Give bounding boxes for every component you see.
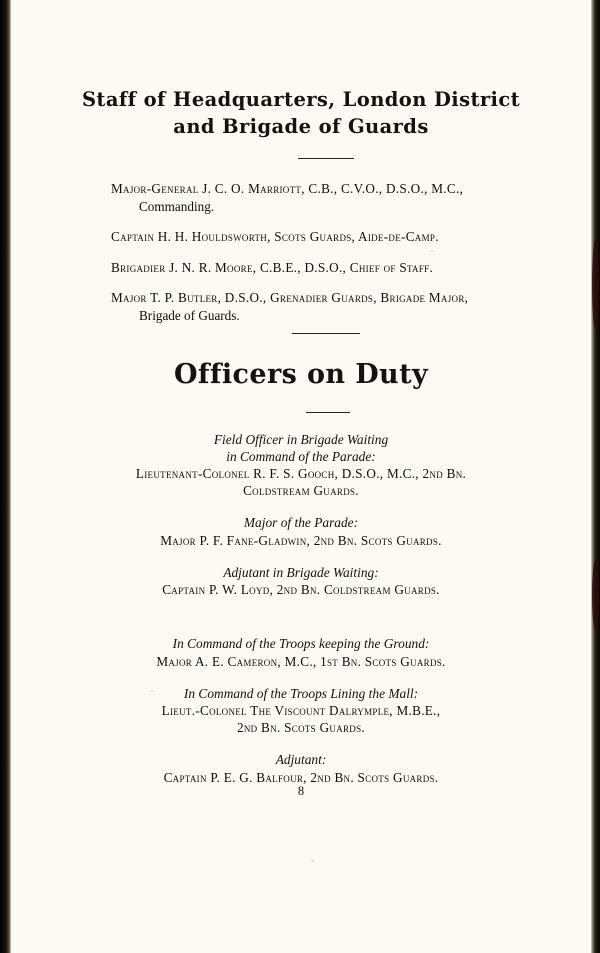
staff-entry-line-1: Major-General J. C. O. Marriott, C.B., C.V.O., D.S.O., M.C., — [111, 181, 464, 196]
duty-title-line-1: In Command of the Troops Lining the Mall: — [183, 685, 419, 701]
duty-name — [71, 581, 531, 598]
duty-title — [71, 686, 531, 703]
duty-name-line-2: Coldstream Guards. — [243, 483, 359, 498]
staff-entry-line-2: Commanding. — [139, 198, 215, 214]
duty-title — [71, 636, 531, 653]
page-title-line-1: Staff of Headquarters, London District — [81, 88, 521, 111]
duty-title — [71, 515, 531, 532]
staff-entry-line-1: Brigadier J. N. R. Moore, C.B.E., D.S.O., Chief of Staff. — [111, 259, 434, 275]
paper-speck — [431, 250, 433, 252]
duty-list — [71, 432, 531, 802]
duty-name — [71, 769, 531, 786]
list-item — [111, 259, 551, 277]
staff-entry-line-1: Major T. P. Butler, D.S.O., Grenadier Guards, Brigade Major, — [111, 290, 469, 305]
scan-artifact-blotch — [592, 240, 599, 330]
duty-title-line-1: Major of the Parade: — [243, 515, 359, 530]
page-title — [61, 86, 541, 140]
duty-name — [71, 532, 531, 549]
list-item — [71, 432, 531, 499]
page-content — [11, 0, 591, 953]
section-heading: Officers on Duty — [173, 359, 429, 390]
list-item — [111, 228, 551, 246]
duty-title-line-1: Adjutant in Brigade Waiting: — [223, 564, 379, 580]
duty-name-line-1: Major P. F. Fane-Gladwin, 2nd Bn. Scots Guards. — [160, 532, 442, 548]
divider-rule — [292, 333, 360, 334]
duty-title-line-1: Field Officer in Brigade Waiting — [213, 432, 389, 447]
duty-title-line-1: Adjutant: — [275, 752, 327, 767]
divider-rule — [306, 412, 350, 413]
duty-title — [71, 565, 531, 582]
scan-edge-right — [591, 0, 600, 953]
page-number: 8 — [297, 784, 305, 798]
list-item — [71, 515, 531, 549]
duty-name — [71, 653, 531, 670]
list-item — [111, 180, 551, 215]
list-item — [71, 686, 531, 737]
divider-rule — [298, 158, 354, 159]
list-item — [71, 565, 531, 599]
scan-edge-left — [0, 0, 11, 953]
duty-name-line-1: Captain P. W. Loyd, 2nd Bn. Coldstream Guards. — [162, 582, 440, 597]
duty-name-line-1: Lieutenant-Colonel R. F. S. Gooch, D.S.O., M.C., 2nd Bn. — [135, 466, 467, 481]
duty-title — [71, 432, 531, 465]
scan-artifact-blotch — [592, 560, 599, 630]
paper-speck — [151, 690, 153, 692]
list-item — [71, 752, 531, 786]
duty-name-line-1: Captain P. E. G. Balfour, 2nd Bn. Scots Guards. — [163, 769, 439, 785]
staff-entry-line-2: Brigade of Guards. — [139, 307, 240, 323]
list-item — [71, 636, 531, 670]
duty-title-line-2: in Command of the Parade: — [226, 448, 376, 464]
paper-speck — [311, 860, 314, 862]
duty-title — [71, 752, 531, 769]
duty-title-line-1: In Command of the Troops keeping the Ground: — [172, 636, 430, 651]
duty-name — [71, 702, 531, 736]
duty-name-line-1: Lieut.-Colonel The Viscount Dalrymple, M.B.E., — [161, 703, 441, 718]
duty-name-line-1: Major A. E. Cameron, M.C., 1st Bn. Scots Guards. — [156, 653, 446, 669]
staff-entry-line-1: Captain H. H. Houldsworth, Scots Guards, Aide-de-Camp. — [111, 229, 439, 244]
staff-list — [111, 180, 551, 337]
page-title-line-2: and Brigade of Guards — [173, 115, 429, 138]
list-item — [111, 289, 551, 324]
duty-name-line-2: 2nd Bn. Scots Guards. — [236, 720, 366, 735]
duty-name — [71, 465, 531, 499]
